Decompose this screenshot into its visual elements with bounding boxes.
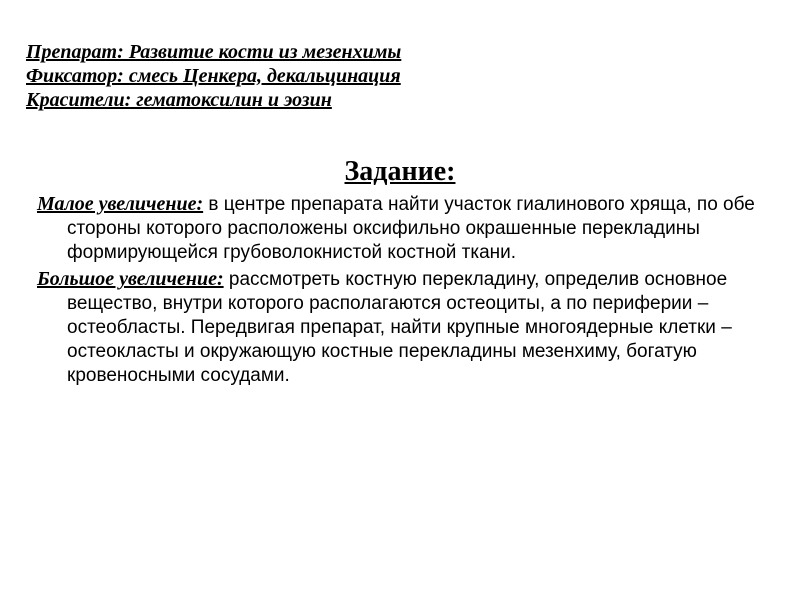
high-magnification-label: Большое увеличение:: [37, 268, 224, 291]
low-magnification-label: Малое увеличение:: [37, 193, 204, 215]
specimen-info: [26, 40, 646, 112]
stains-line: Красители: гематоксилин и эозин: [26, 89, 332, 111]
specimen-title: Препарат: Развитие кости из мезенхимы: [26, 41, 402, 63]
high-magnification-paragraph: [37, 268, 777, 387]
fixative-line: Фиксатор: смесь Ценкера, декальцинация: [26, 65, 401, 87]
low-magnification-paragraph: [37, 193, 777, 264]
task-heading: Задание:: [344, 156, 456, 187]
low-magnification-text: в центре препарата найти участок гиалинового хряща, по обе стороны которого расположены оксифильно окрашенные перекладины формирующейся грубоволокнистой костной ткани.: [67, 194, 755, 263]
task-body: [37, 193, 777, 391]
high-magnification-text: рассмотреть костную перекладину, определив основное вещество, внутри которого располагаются остеоциты, а по периферии – остеобласты. Передвигая препарат, найти крупные многоядерные клетки – остеокласты и окружающую костные перекладины мезенхиму, богатую кровеносными сосудами.: [67, 269, 732, 386]
